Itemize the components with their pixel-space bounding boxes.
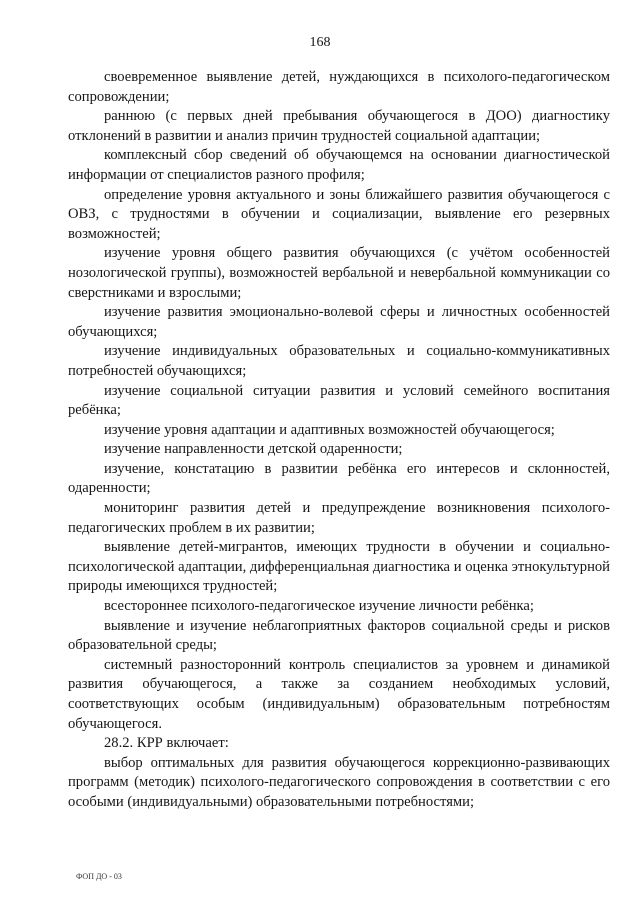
paragraph: выявление детей-мигрантов, имеющих трудности в обучении и социально-психологической адаптации, дифференциальная диагностика и оценка этнокультурной природы имеющихся трудностей; [68,539,610,595]
paragraph: комплексный сбор сведений об обучающемся на основании диагностической информации от специалистов разного профиля; [68,147,610,183]
paragraph: мониторинг развития детей и предупреждение возникновения психолого-педагогических проблем в их развитии; [68,500,610,536]
footer-code: ФОП ДО - 03 [76,872,122,881]
paragraph: своевременное выявление детей, нуждающихся в психолого-педагогическом сопровождении; [68,69,610,105]
paragraph: изучение развития эмоционально-волевой сферы и личностных особенностей обучающихся; [68,304,610,340]
paragraph: всестороннее психолого-педагогическое изучение личности ребёнка; [104,598,534,615]
paragraph: определение уровня актуального и зоны ближайшего развития обучающегося с ОВЗ, с трудностями в обучении и социализации, выявление его резервных возможностей; [68,186,610,242]
body-text [68,68,610,813]
paragraph: системный разносторонний контроль специалистов за уровнем и динамикой развития обучающегося, а также за созданием необходимых условий, соответствующих особым (индивидуальным) образовательным потребностям обучающегося. [68,656,610,732]
paragraph: раннюю (с первых дней пребывания обучающегося в ДОО) диагностику отклонений в развитии и анализ причин трудностей социальной адаптации; [68,108,610,144]
paragraph: изучение, констатацию в развитии ребёнка его интересов и склонностей, одаренности; [68,460,610,497]
paragraph: выявление и изучение неблагоприятных факторов социальной среды и рисков образовательной среды; [68,617,610,654]
paragraph: изучение социальной ситуации развития и условий семейного воспитания ребёнка; [68,382,610,419]
paragraph: изучение уровня адаптации и адаптивных возможностей обучающегося; [104,421,555,438]
page-number: 168 [309,35,331,50]
paragraph: изучение уровня общего развития обучающихся (с учётом особенностей нозологической группы), возможностей вербальной и невербальной коммуникации со сверстниками и взрослыми; [68,245,610,301]
paragraph: изучение индивидуальных образовательных и социально-коммуникативных потребностей обучающихся; [68,343,610,379]
paragraph: выбор оптимальных для развития обучающегося коррекционно-развивающих программ (методик) психолого-педагогического сопровождения в соответствии с его особыми (индивидуальными) образовательными потребностями; [68,754,610,810]
paragraph: изучение направленности детской одаренности; [104,441,403,458]
section-heading: 28.2. КРР включает: [104,735,229,752]
